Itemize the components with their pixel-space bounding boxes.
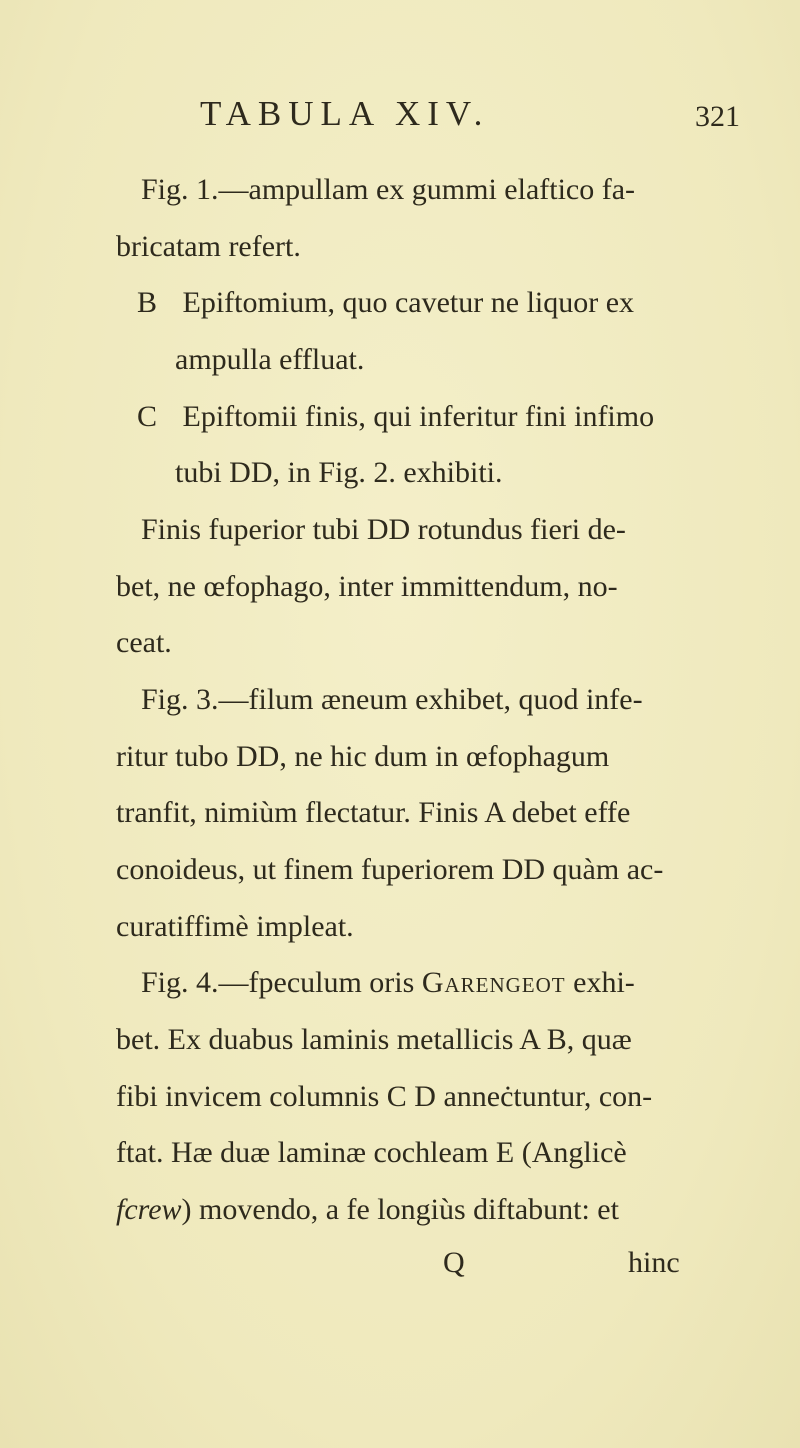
text-line-14: curatiffimè impleat.: [116, 910, 354, 943]
text-line-6: tubi DD, in Fig. 2. exhibiti.: [175, 456, 503, 489]
catchword: hinc: [628, 1246, 680, 1279]
legend-text-c: Epiftomii finis, qui inferitur fini infimo: [182, 400, 655, 433]
text-line-13: conoideus, ut finem fuperiorem DD quàm ac-: [116, 853, 664, 886]
page-number: 321: [695, 100, 740, 133]
text-line-17: fibi invicem columnis C D anneċtuntur, con-: [116, 1080, 653, 1113]
text-line-19-end: ) movendo, a fe longiùs diftabunt: et: [181, 1193, 619, 1226]
author-name-garengeot: Garengeot: [421, 966, 566, 999]
legend-label-b: B: [137, 286, 158, 319]
text-line-4: ampulla effluat.: [175, 343, 365, 376]
text-line-19: [116, 1190, 619, 1230]
legend-text-b: Epiftomium, quo cavetur ne liquor ex: [182, 286, 635, 319]
text-line-1: Fig. 1.—ampullam ex gummi elaftico fa-: [141, 173, 636, 206]
text-line-2: bricatam refert.: [116, 230, 301, 263]
text-line-15-end: exhi-: [565, 966, 635, 999]
text-line-9: ceat.: [116, 626, 172, 659]
text-line-18: ftat. Hæ duæ laminæ cochleam E (Anglicè: [116, 1136, 627, 1169]
text-line-8: bet, ne œfophago, inter immittendum, no-: [116, 570, 618, 603]
text-line-7: Finis fuperior tubi DD rotundus fieri de-: [141, 513, 626, 546]
text-line-12: tranfit, nimiùm flectatur. Finis A debet effe: [116, 796, 631, 829]
text-line-16: bet. Ex duabus laminis metallicis A B, quæ: [116, 1023, 632, 1056]
text-line-5: [137, 397, 654, 437]
text-line-3: [137, 283, 634, 323]
legend-label-c: C: [137, 400, 158, 433]
text-line-15-start: Fig. 4.—fpeculum oris: [141, 966, 422, 999]
page-header: [0, 94, 800, 140]
signature-mark: Q: [443, 1246, 465, 1279]
english-term-screw: fcrew: [116, 1193, 182, 1226]
running-title: TABULA XIV.: [200, 94, 490, 133]
text-line-15: [141, 963, 635, 1003]
text-line-10: Fig. 3.—filum æneum exhibet, quod infe-: [141, 683, 643, 716]
text-line-11: ritur tubo DD, ne hic dum in œfophagum: [116, 740, 610, 773]
